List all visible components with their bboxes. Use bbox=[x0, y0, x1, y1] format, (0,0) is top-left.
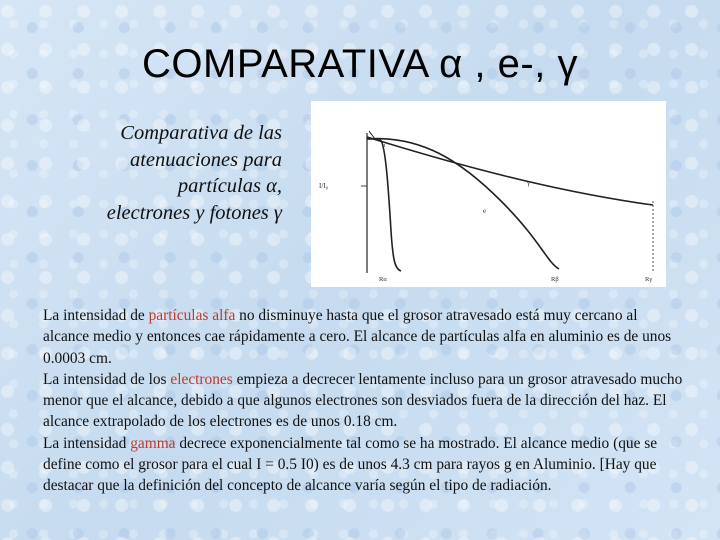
paragraph-text: La intensidad de bbox=[43, 307, 149, 324]
paragraph-text: empieza a decrecer lentamente incluso para un grosor atravesado mucho menor que el alcance, debido a que algunos electrones son desviados fuera de la dirección del haz. El alcance extrapolado de los electrones es de unos 0.18 cm. bbox=[43, 370, 683, 431]
slide-title: COMPARATIVA α , e-, γ bbox=[142, 42, 578, 86]
caption-line: electrones y fotones γ bbox=[106, 201, 282, 224]
alpha-curve-label: α bbox=[382, 143, 386, 149]
y-axis-label: I/I₀ bbox=[319, 182, 329, 190]
gamma-curve-label: γ bbox=[527, 179, 531, 187]
electron-highlight: electrones bbox=[170, 370, 233, 388]
paragraph-text: La intensidad bbox=[43, 434, 131, 452]
electron-curve bbox=[367, 139, 559, 269]
explanation-text bbox=[43, 305, 683, 497]
alpha-range-mark: Rα bbox=[379, 276, 387, 283]
gamma-range-mark: Rγ bbox=[645, 276, 653, 283]
paragraph-text: decrece exponencialmente tal como se ha mostrado. El alcance medio (que se define como el grosor para el cual I = 0.5 I0) es de unos 4.3 cm para rayos g en Aluminio. [Hay que destacar que la definición del concepto de alcance varía según el tipo de radiación. bbox=[43, 434, 658, 495]
caption-line: partículas α, bbox=[177, 175, 282, 197]
paragraph-text: La intensidad de los bbox=[43, 370, 171, 388]
paragraph-text: no disminuye hasta que el grosor atravesado está muy cercano al alcance medio y entonces cae rápidamente a cero. El alcance de partículas alfa en aluminio es de unos 0.0003 cm. bbox=[43, 307, 672, 367]
electron-curve-label: e bbox=[483, 207, 487, 215]
electron-range-mark: Rβ bbox=[551, 276, 559, 283]
caption-line: atenuaciones para bbox=[129, 148, 282, 171]
alpha-highlight: partículas alfa bbox=[148, 307, 236, 324]
gamma-highlight: gamma bbox=[130, 434, 176, 452]
alpha-curve bbox=[367, 139, 401, 271]
figure-caption bbox=[40, 120, 282, 226]
caption-line: Comparativa de las bbox=[120, 122, 282, 144]
attenuation-figure bbox=[311, 101, 666, 287]
gamma-curve bbox=[367, 137, 653, 205]
attenuation-plot bbox=[311, 101, 666, 287]
